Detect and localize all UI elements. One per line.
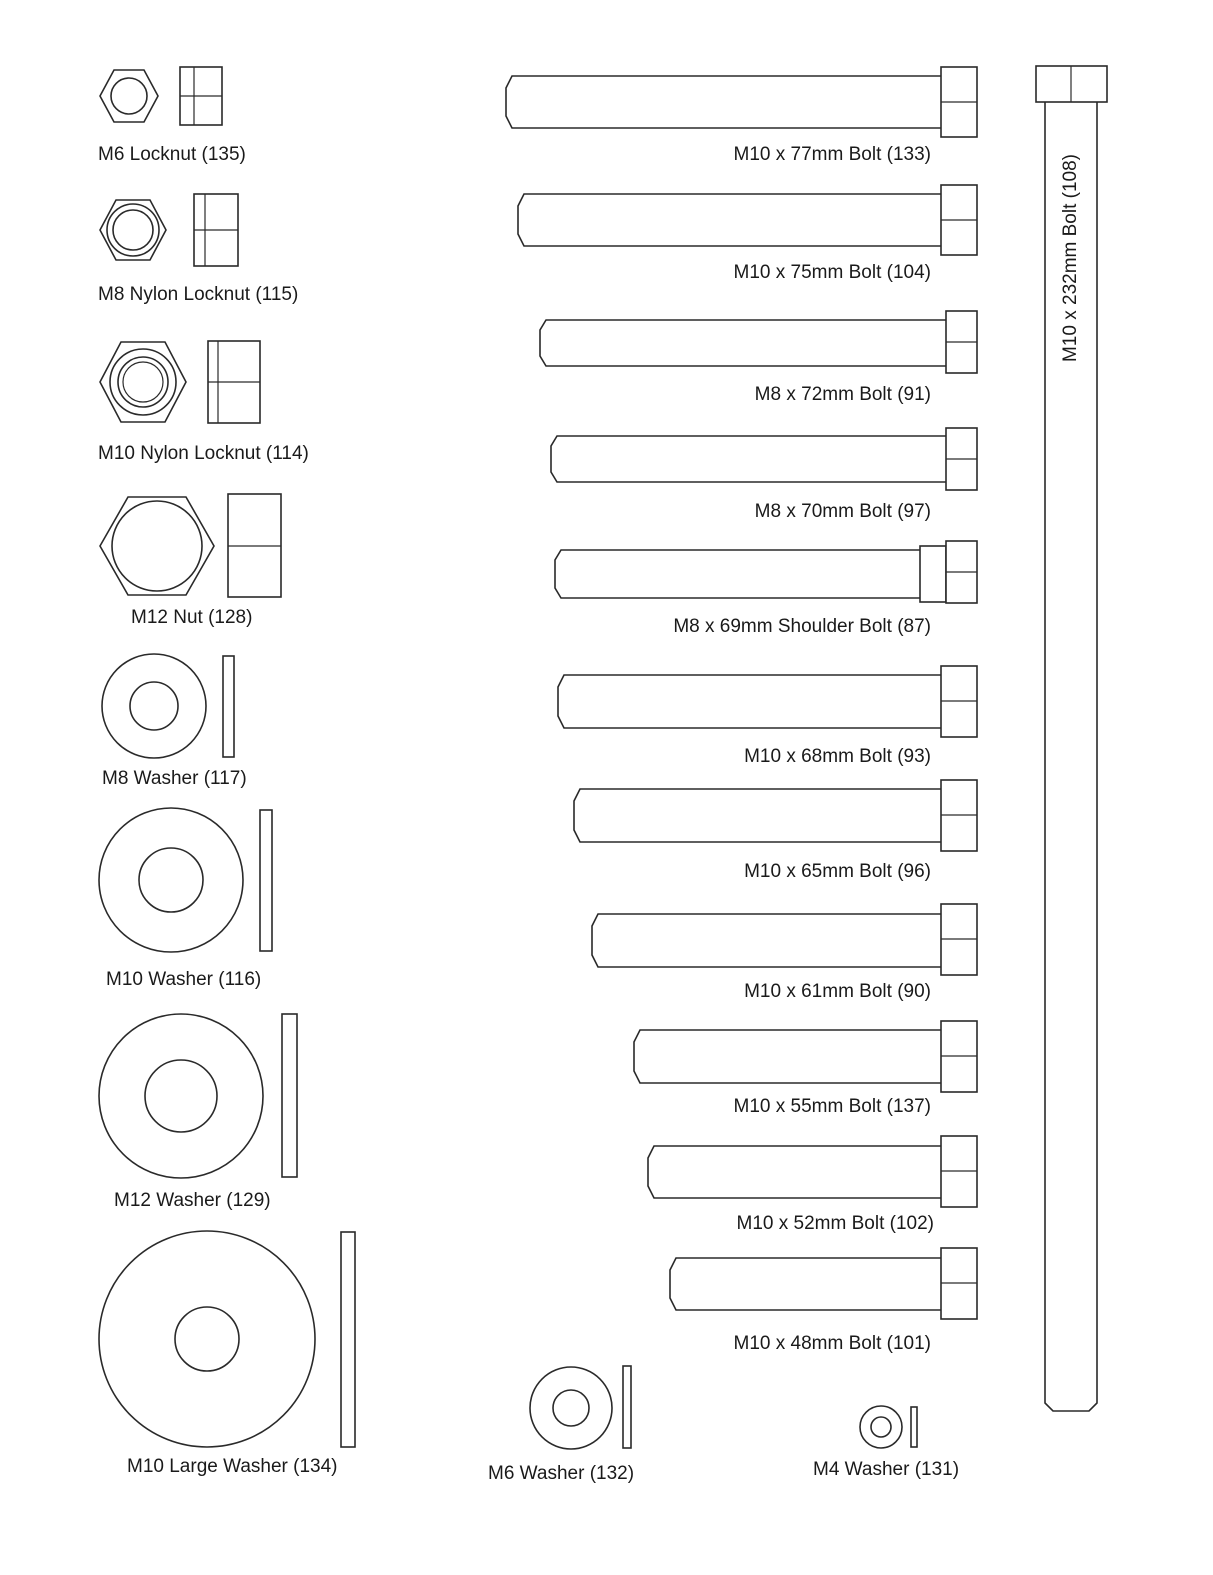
bolt-104-label: M10 x 75mm Bolt (104) — [733, 262, 931, 283]
m12-washer-label: M12 Washer (129) — [114, 1190, 271, 1211]
m12-nut-drawing — [100, 494, 281, 597]
bolt-104-drawing — [518, 185, 977, 255]
m6-washer-drawing — [530, 1366, 631, 1449]
m8-washer-drawing — [102, 654, 234, 758]
bolt-91-label: M8 x 72mm Bolt (91) — [754, 384, 931, 405]
bolt-91-drawing — [540, 311, 977, 373]
m8-nylon-locknut-drawing — [100, 194, 238, 266]
bolt-90-label: M10 x 61mm Bolt (90) — [744, 981, 931, 1002]
m4-washer-label: M4 Washer (131) — [813, 1459, 960, 1480]
m10-large-washer-label: M10 Large Washer (134) — [127, 1456, 338, 1477]
bolt-87-drawing — [555, 541, 977, 603]
bolt-93-label: M10 x 68mm Bolt (93) — [744, 746, 931, 767]
m6-locknut-label: M6 Locknut (135) — [98, 144, 246, 165]
m10-washer-drawing — [99, 808, 272, 952]
m12-nut-label: M12 Nut (128) — [131, 607, 253, 628]
bolt-133-drawing — [506, 67, 977, 137]
bolt-137-label: M10 x 55mm Bolt (137) — [733, 1096, 931, 1117]
bolt-87-label: M8 x 69mm Shoulder Bolt (87) — [673, 616, 931, 637]
m10-large-washer-drawing — [99, 1231, 355, 1447]
bolt-133-label: M10 x 77mm Bolt (133) — [733, 144, 931, 165]
bolt-97-drawing — [551, 428, 977, 490]
bolt-102-drawing — [648, 1136, 977, 1207]
bolt-108-label: M10 x 232mm Bolt (108) — [1060, 153, 1081, 363]
m10-washer-label: M10 Washer (116) — [106, 969, 262, 990]
m6-washer-label: M6 Washer (132) — [488, 1463, 635, 1484]
bolt-97-label: M8 x 70mm Bolt (97) — [754, 501, 931, 522]
m8-nylon-locknut-label: M8 Nylon Locknut (115) — [98, 284, 299, 305]
bolt-96-label: M10 x 65mm Bolt (96) — [744, 861, 931, 882]
bolt-137-drawing — [634, 1021, 977, 1092]
bolt-90-drawing — [592, 904, 977, 975]
m12-washer-drawing — [99, 1014, 297, 1178]
bolt-101-label: M10 x 48mm Bolt (101) — [733, 1333, 931, 1354]
m8-washer-label: M8 Washer (117) — [102, 768, 247, 789]
m4-washer-drawing — [860, 1406, 917, 1448]
bolt-102-label: M10 x 52mm Bolt (102) — [736, 1213, 934, 1234]
m6-locknut-drawing — [100, 67, 222, 125]
m10-nylon-locknut-label: M10 Nylon Locknut (114) — [98, 443, 309, 464]
bolt-101-drawing — [670, 1248, 977, 1319]
bolt-93-drawing — [558, 666, 977, 737]
bolt-96-drawing — [574, 780, 977, 851]
m10-nylon-locknut-drawing — [100, 341, 260, 423]
